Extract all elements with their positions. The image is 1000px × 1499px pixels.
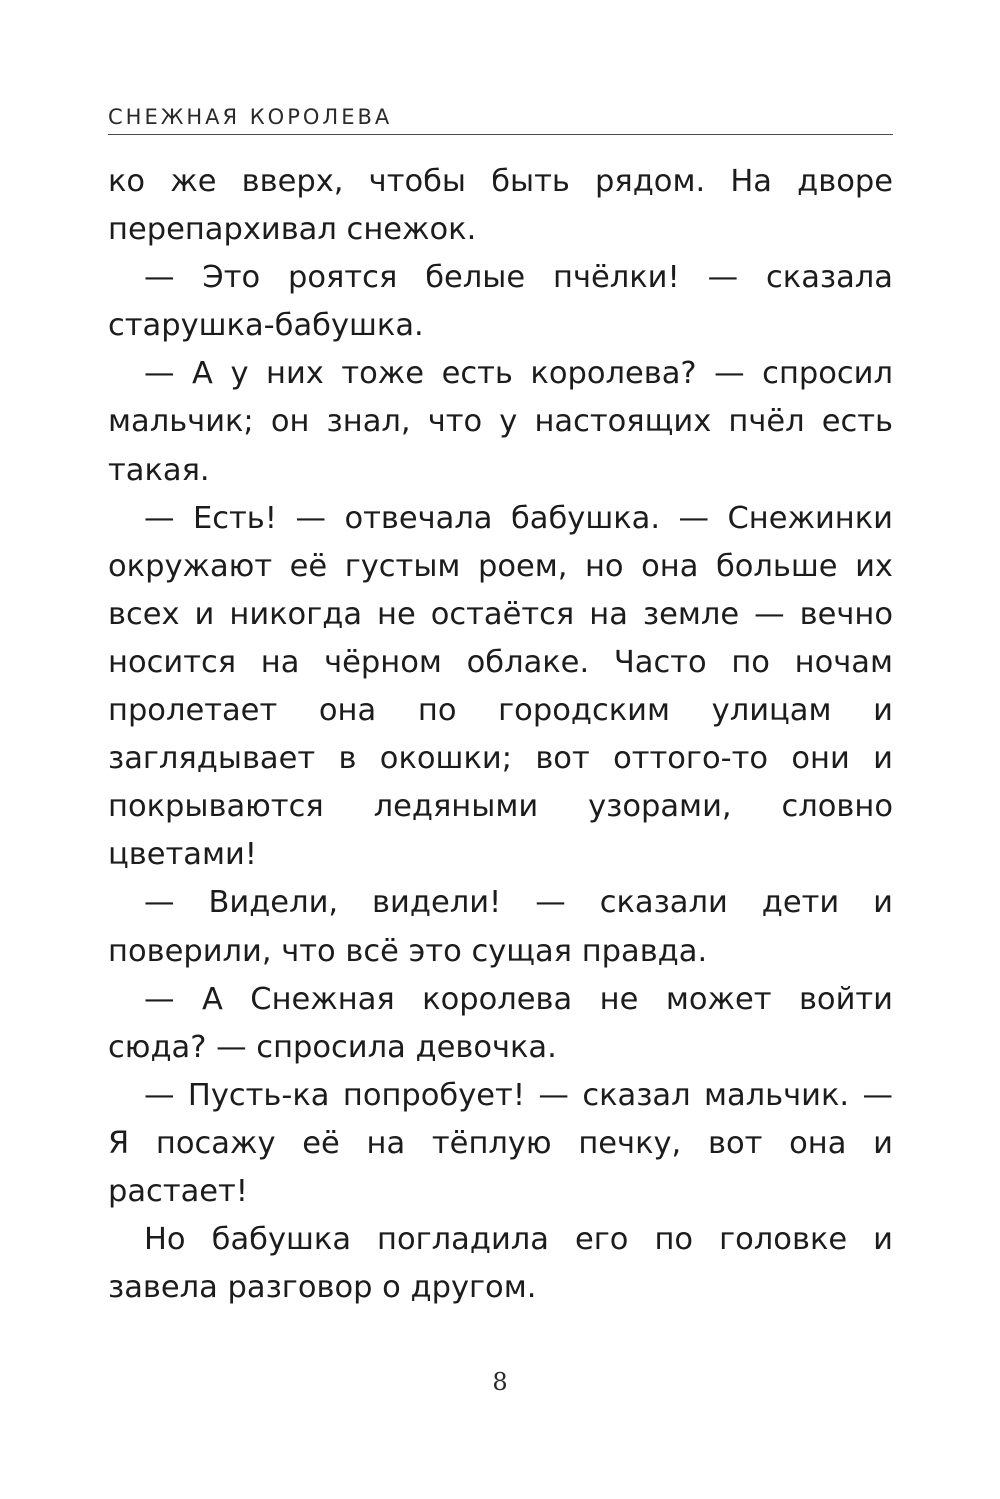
paragraph-7: — Пусть-ка попробует! — сказал мальчик. — Я посажу её на тёплую печку, вот она и растает! [108, 1077, 893, 1209]
paragraph-3: — А у них тоже есть королева? — спросил мальчик; он знал, что у настоящих пчёл есть такая. [108, 356, 893, 488]
running-title: СНЕЖНАЯ КОРОЛЕВА [108, 105, 393, 129]
header-rule [108, 134, 893, 135]
paragraph-2: — Это роятся белые пчёлки! — сказала старушка-бабушка. [108, 260, 893, 344]
paragraph-8: Но бабушка погладила его по головке и завела разговор о другом. [108, 1222, 893, 1306]
page-number: 8 [492, 1368, 508, 1396]
paragraph-6: — А Снежная королева не может войти сюда? — спросила девочка. [108, 981, 893, 1065]
paragraph-4: — Есть! — отвечала бабушка. — Снежинки окружают её густым роем, но она больше их всех и никогда не остаётся на земле — вечно носится на чёрном облаке. Часто по ночам пролетает она по городским улицам и заглядывает в окошки; вот оттого-то они и покрываются ледяными узорами, словно цветами! [108, 500, 893, 873]
paragraph-5: — Видели, видели! — сказали дети и поверили, что всё это сущая правда. [108, 885, 893, 969]
paragraph-1: ко же вверх, чтобы быть рядом. На дворе перепархивал снежок. [108, 164, 893, 248]
page-body-text [108, 158, 893, 1312]
